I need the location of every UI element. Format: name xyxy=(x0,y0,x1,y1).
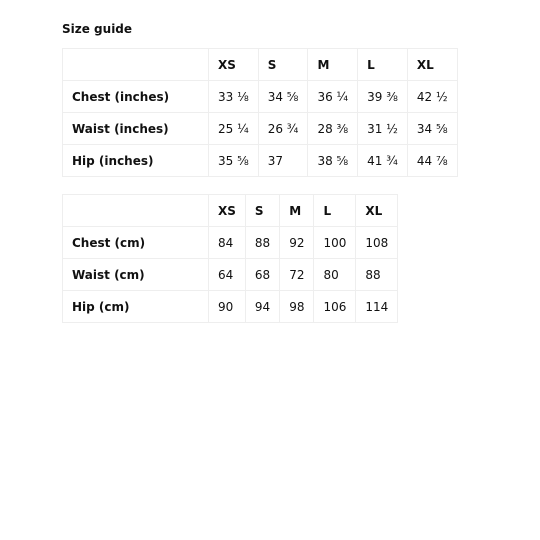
table-header-row xyxy=(63,195,398,227)
table-cell: 37 xyxy=(258,145,308,177)
page-title: Size guide xyxy=(62,22,133,36)
table-cell: 44 ⅞ xyxy=(407,145,457,177)
header-cell-xs: XS xyxy=(209,195,246,227)
header-cell-empty xyxy=(63,49,209,81)
table-cell: 90 xyxy=(209,291,246,323)
header-cell-l: L xyxy=(358,49,408,81)
table-cell: 41 ¾ xyxy=(358,145,408,177)
table-cell: 94 xyxy=(245,291,279,323)
table-cell: 72 xyxy=(280,259,314,291)
header-cell-l: L xyxy=(314,195,356,227)
table-cell: 26 ¾ xyxy=(258,113,308,145)
size-table-inches xyxy=(62,48,458,177)
row-label: Chest (cm) xyxy=(63,227,209,259)
table-cell: 39 ⅜ xyxy=(358,81,408,113)
table-cell: 84 xyxy=(209,227,246,259)
table-row xyxy=(63,81,458,113)
size-guide xyxy=(62,22,458,323)
table-cell: 98 xyxy=(280,291,314,323)
table-cell: 31 ½ xyxy=(358,113,408,145)
table-cell: 38 ⅝ xyxy=(308,145,358,177)
table-cell: 34 ⅝ xyxy=(407,113,457,145)
table-cell: 34 ⅝ xyxy=(258,81,308,113)
table-cell: 100 xyxy=(314,227,356,259)
table-cell: 114 xyxy=(356,291,398,323)
table-cell: 28 ⅜ xyxy=(308,113,358,145)
row-label: Waist (cm) xyxy=(63,259,209,291)
table-cell: 42 ½ xyxy=(407,81,457,113)
row-label: Hip (inches) xyxy=(63,145,209,177)
table-cell: 106 xyxy=(314,291,356,323)
table-header-row xyxy=(63,49,458,81)
header-cell-xl: XL xyxy=(407,49,457,81)
header-cell-xs: XS xyxy=(209,49,259,81)
table-cell: 80 xyxy=(314,259,356,291)
table-row xyxy=(63,259,398,291)
table-cell: 92 xyxy=(280,227,314,259)
table-row xyxy=(63,227,398,259)
table-cell: 88 xyxy=(356,259,398,291)
row-label: Hip (cm) xyxy=(63,291,209,323)
table-cell: 88 xyxy=(245,227,279,259)
header-cell-empty xyxy=(63,195,209,227)
table-cell: 35 ⅝ xyxy=(209,145,259,177)
size-table-cm xyxy=(62,194,398,323)
table-cell: 25 ¼ xyxy=(209,113,259,145)
row-label: Chest (inches) xyxy=(63,81,209,113)
table-cell: 108 xyxy=(356,227,398,259)
header-cell-xl: XL xyxy=(356,195,398,227)
table-row xyxy=(63,291,398,323)
header-cell-s: S xyxy=(258,49,308,81)
table-row xyxy=(63,145,458,177)
table-cell: 68 xyxy=(245,259,279,291)
table-row xyxy=(63,113,458,145)
table-cell: 36 ¼ xyxy=(308,81,358,113)
header-cell-m: M xyxy=(308,49,358,81)
header-cell-m: M xyxy=(280,195,314,227)
header-cell-s: S xyxy=(245,195,279,227)
table-cell: 64 xyxy=(209,259,246,291)
row-label: Waist (inches) xyxy=(63,113,209,145)
table-cell: 33 ⅛ xyxy=(209,81,259,113)
